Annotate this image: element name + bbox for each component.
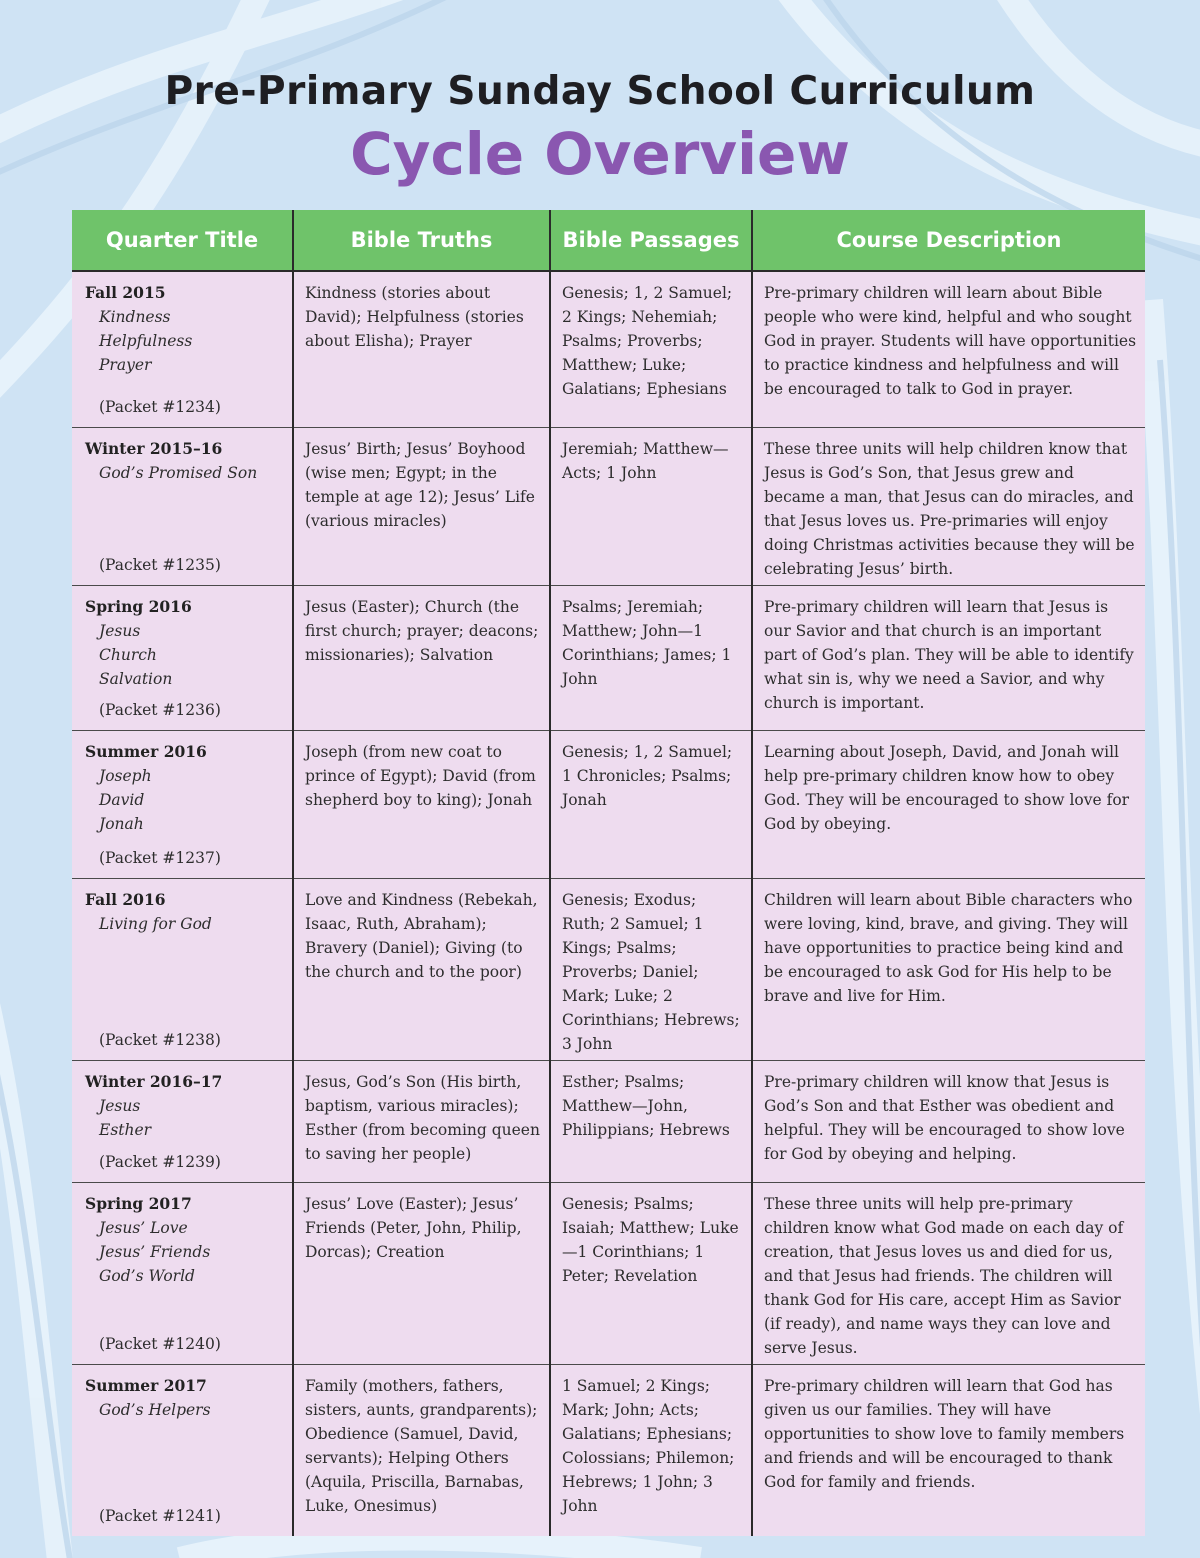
- quarter-unit: Jesus’ Friends: [99, 1242, 211, 1261]
- quarter-season: Summer 2016: [85, 741, 207, 761]
- quarter-cell: [72, 585, 293, 730]
- quarter-unit: Jesus: [99, 1096, 141, 1115]
- bible-passages-cell: 1 Samuel; 2 Kings; Mark; John; Acts; Galatians; Ephesians; Colossians; Philemon; Hebrews; 1 John; 3 John: [550, 1364, 752, 1536]
- quarter-cell: [72, 1060, 293, 1182]
- quarter-unit: Prayer: [99, 356, 152, 374]
- quarter-cell: [72, 271, 293, 427]
- quarter-unit: Salvation: [99, 669, 173, 688]
- course-description-cell: Pre-primary children will learn that God has given us our families. They will have opportunities to show love to family members and friends and will be encouraged to thank God for family and friends.: [752, 1364, 1145, 1536]
- quarter-season: Fall 2015: [85, 283, 166, 302]
- quarter-season: Spring 2016: [85, 596, 192, 616]
- packet-number: (Packet #1236): [99, 700, 221, 719]
- quarter-unit: Jesus’ Love: [99, 1218, 188, 1237]
- course-description-cell: These three units will help children know that Jesus is God’s Son, that Jesus grew and became a man, that Jesus can do miracles, and that Jesus loves us. Pre-primaries will enjoy doing Christmas activities because they will be celebrating Jesus’ birth.: [752, 427, 1145, 585]
- packet-number: (Packet #1234): [99, 397, 221, 416]
- packet-number: (Packet #1238): [99, 1030, 221, 1049]
- bible-passages-cell: Genesis; Psalms; Isaiah; Matthew; Luke—1 Corinthians; 1 Peter; Revelation: [550, 1182, 752, 1364]
- course-description-cell: Pre-primary children will learn about Bible people who were kind, helpful and who sought God in prayer. Students will have opportunities to practice kindness and helpfulness and will be encouraged to talk to God in prayer.: [752, 271, 1145, 427]
- table-row: [72, 878, 1145, 1060]
- quarter-unit: God’s Promised Son: [99, 463, 258, 482]
- page-title: Pre-Primary Sunday School Curriculum: [164, 69, 1036, 114]
- quarter-season: Winter 2015–16: [85, 438, 223, 458]
- curriculum-table: [72, 210, 1145, 1536]
- quarter-cell: [72, 1182, 293, 1364]
- bible-truths-cell: Jesus’ Birth; Jesus’ Boyhood (wise men; Egypt; in the temple at age 12); Jesus’ Life (various miracles): [293, 427, 550, 585]
- course-description-cell: Pre-primary children will learn that Jesus is our Savior and that church is an important part of God’s plan. They will be able to identify what sin is, why we need a Savior, and why church is important.: [752, 585, 1145, 730]
- column-header-quarter-title: Quarter Title: [72, 210, 293, 271]
- column-header-bible-truths: Bible Truths: [293, 210, 550, 271]
- packet-number: (Packet #1237): [99, 848, 221, 867]
- table-row: [72, 1060, 1145, 1182]
- quarter-season: Spring 2017: [85, 1193, 192, 1213]
- packet-number: (Packet #1240): [99, 1334, 221, 1353]
- quarter-cell: [72, 1364, 293, 1536]
- table-row: [72, 730, 1145, 878]
- quarter-season: Winter 2016–17: [85, 1071, 223, 1091]
- quarter-cell: [72, 878, 293, 1060]
- quarter-cell: [72, 730, 293, 878]
- course-description-cell: Children will learn about Bible characters who were loving, kind, brave, and giving. They will have opportunities to practice being kind and be encouraged to ask God for His help to be brave and live for Him.: [752, 878, 1145, 1060]
- bible-truths-cell: Joseph (from new coat to prince of Egypt); David (from shepherd boy to king); Jonah: [293, 730, 550, 878]
- packet-number: (Packet #1235): [99, 555, 221, 574]
- quarter-unit: Esther: [99, 1120, 152, 1139]
- quarter-unit: Helpfulness: [99, 332, 193, 350]
- quarter-season: Summer 2017: [85, 1375, 207, 1395]
- table-row: [72, 1364, 1145, 1536]
- quarter-cell: [72, 427, 293, 585]
- quarter-unit: Church: [99, 645, 157, 664]
- table-row: [72, 271, 1145, 427]
- quarter-unit: God’s Helpers: [99, 1400, 211, 1419]
- bible-passages-cell: Jeremiah; Matthew—Acts; 1 John: [550, 427, 752, 585]
- quarter-unit: Joseph: [99, 766, 152, 785]
- table-header-row: [72, 210, 1145, 271]
- packet-number: (Packet #1239): [99, 1152, 221, 1171]
- page-header: [0, 66, 1200, 190]
- bible-truths-cell: Jesus, God’s Son (His birth, baptism, various miracles); Esther (from becoming queen to saving her people): [293, 1060, 550, 1182]
- table-row: [72, 585, 1145, 730]
- bible-truths-cell: Family (mothers, fathers, sisters, aunts, grandparents); Obedience (Samuel, David, servants); Helping Others (Aquila, Priscilla, Barnabas, Luke, Onesimus): [293, 1364, 550, 1536]
- bible-truths-cell: Jesus’ Love (Easter); Jesus’ Friends (Peter, John, Philip, Dorcas); Creation: [293, 1182, 550, 1364]
- bible-truths-cell: Jesus (Easter); Church (the first church; prayer; deacons; missionaries); Salvation: [293, 585, 550, 730]
- column-header-course-description: Course Description: [752, 210, 1145, 271]
- quarter-unit: David: [99, 790, 145, 809]
- course-description-cell: Pre-primary children will know that Jesus is God’s Son and that Esther was obedient and helpful. They will be encouraged to show love for God by obeying and helping.: [752, 1060, 1145, 1182]
- quarter-unit: Living for God: [99, 914, 212, 933]
- page-subtitle: Cycle Overview: [350, 120, 850, 188]
- bible-passages-cell: Genesis; 1, 2 Samuel; 1 Chronicles; Psalms; Jonah: [550, 730, 752, 878]
- quarter-unit: God’s World: [99, 1266, 195, 1285]
- quarter-unit: Jesus: [99, 621, 141, 640]
- bible-passages-cell: Psalms; Jeremiah; Matthew; John—1 Corinthians; James; 1 John: [550, 585, 752, 730]
- table-row: [72, 427, 1145, 585]
- course-description-cell: Learning about Joseph, David, and Jonah will help pre-primary children know how to obey God. They will be encouraged to show love for God by obeying.: [752, 730, 1145, 878]
- bible-passages-cell: Genesis; Exodus; Ruth; 2 Samuel; 1 Kings; Psalms; Proverbs; Daniel; Mark; Luke; 2 Corinthians; Hebrews; 3 John: [550, 878, 752, 1060]
- quarter-unit: Jonah: [99, 814, 144, 833]
- packet-number: (Packet #1241): [99, 1507, 221, 1525]
- bible-passages-cell: Esther; Psalms; Matthew—John, Philippians; Hebrews: [550, 1060, 752, 1182]
- bible-truths-cell: Kindness (stories about David); Helpfulness (stories about Elisha); Prayer: [293, 271, 550, 427]
- column-header-bible-passages: Bible Passages: [550, 210, 752, 271]
- table-row: [72, 1182, 1145, 1364]
- quarter-unit: Kindness: [99, 308, 171, 326]
- quarter-season: Fall 2016: [85, 889, 166, 909]
- course-description-cell: These three units will help pre-primary children know what God made on each day of creation, that Jesus loves us and died for us, and that Jesus had friends. The children will thank God for His care, accept Him as Savior (if ready), and name ways they can love and serve Jesus.: [752, 1182, 1145, 1364]
- bible-passages-cell: Genesis; 1, 2 Samuel; 2 Kings; Nehemiah; Psalms; Proverbs; Matthew; Luke; Galatians; Ephesians: [550, 271, 752, 427]
- bible-truths-cell: Love and Kindness (Rebekah, Isaac, Ruth, Abraham); Bravery (Daniel); Giving (to the church and to the poor): [293, 878, 550, 1060]
